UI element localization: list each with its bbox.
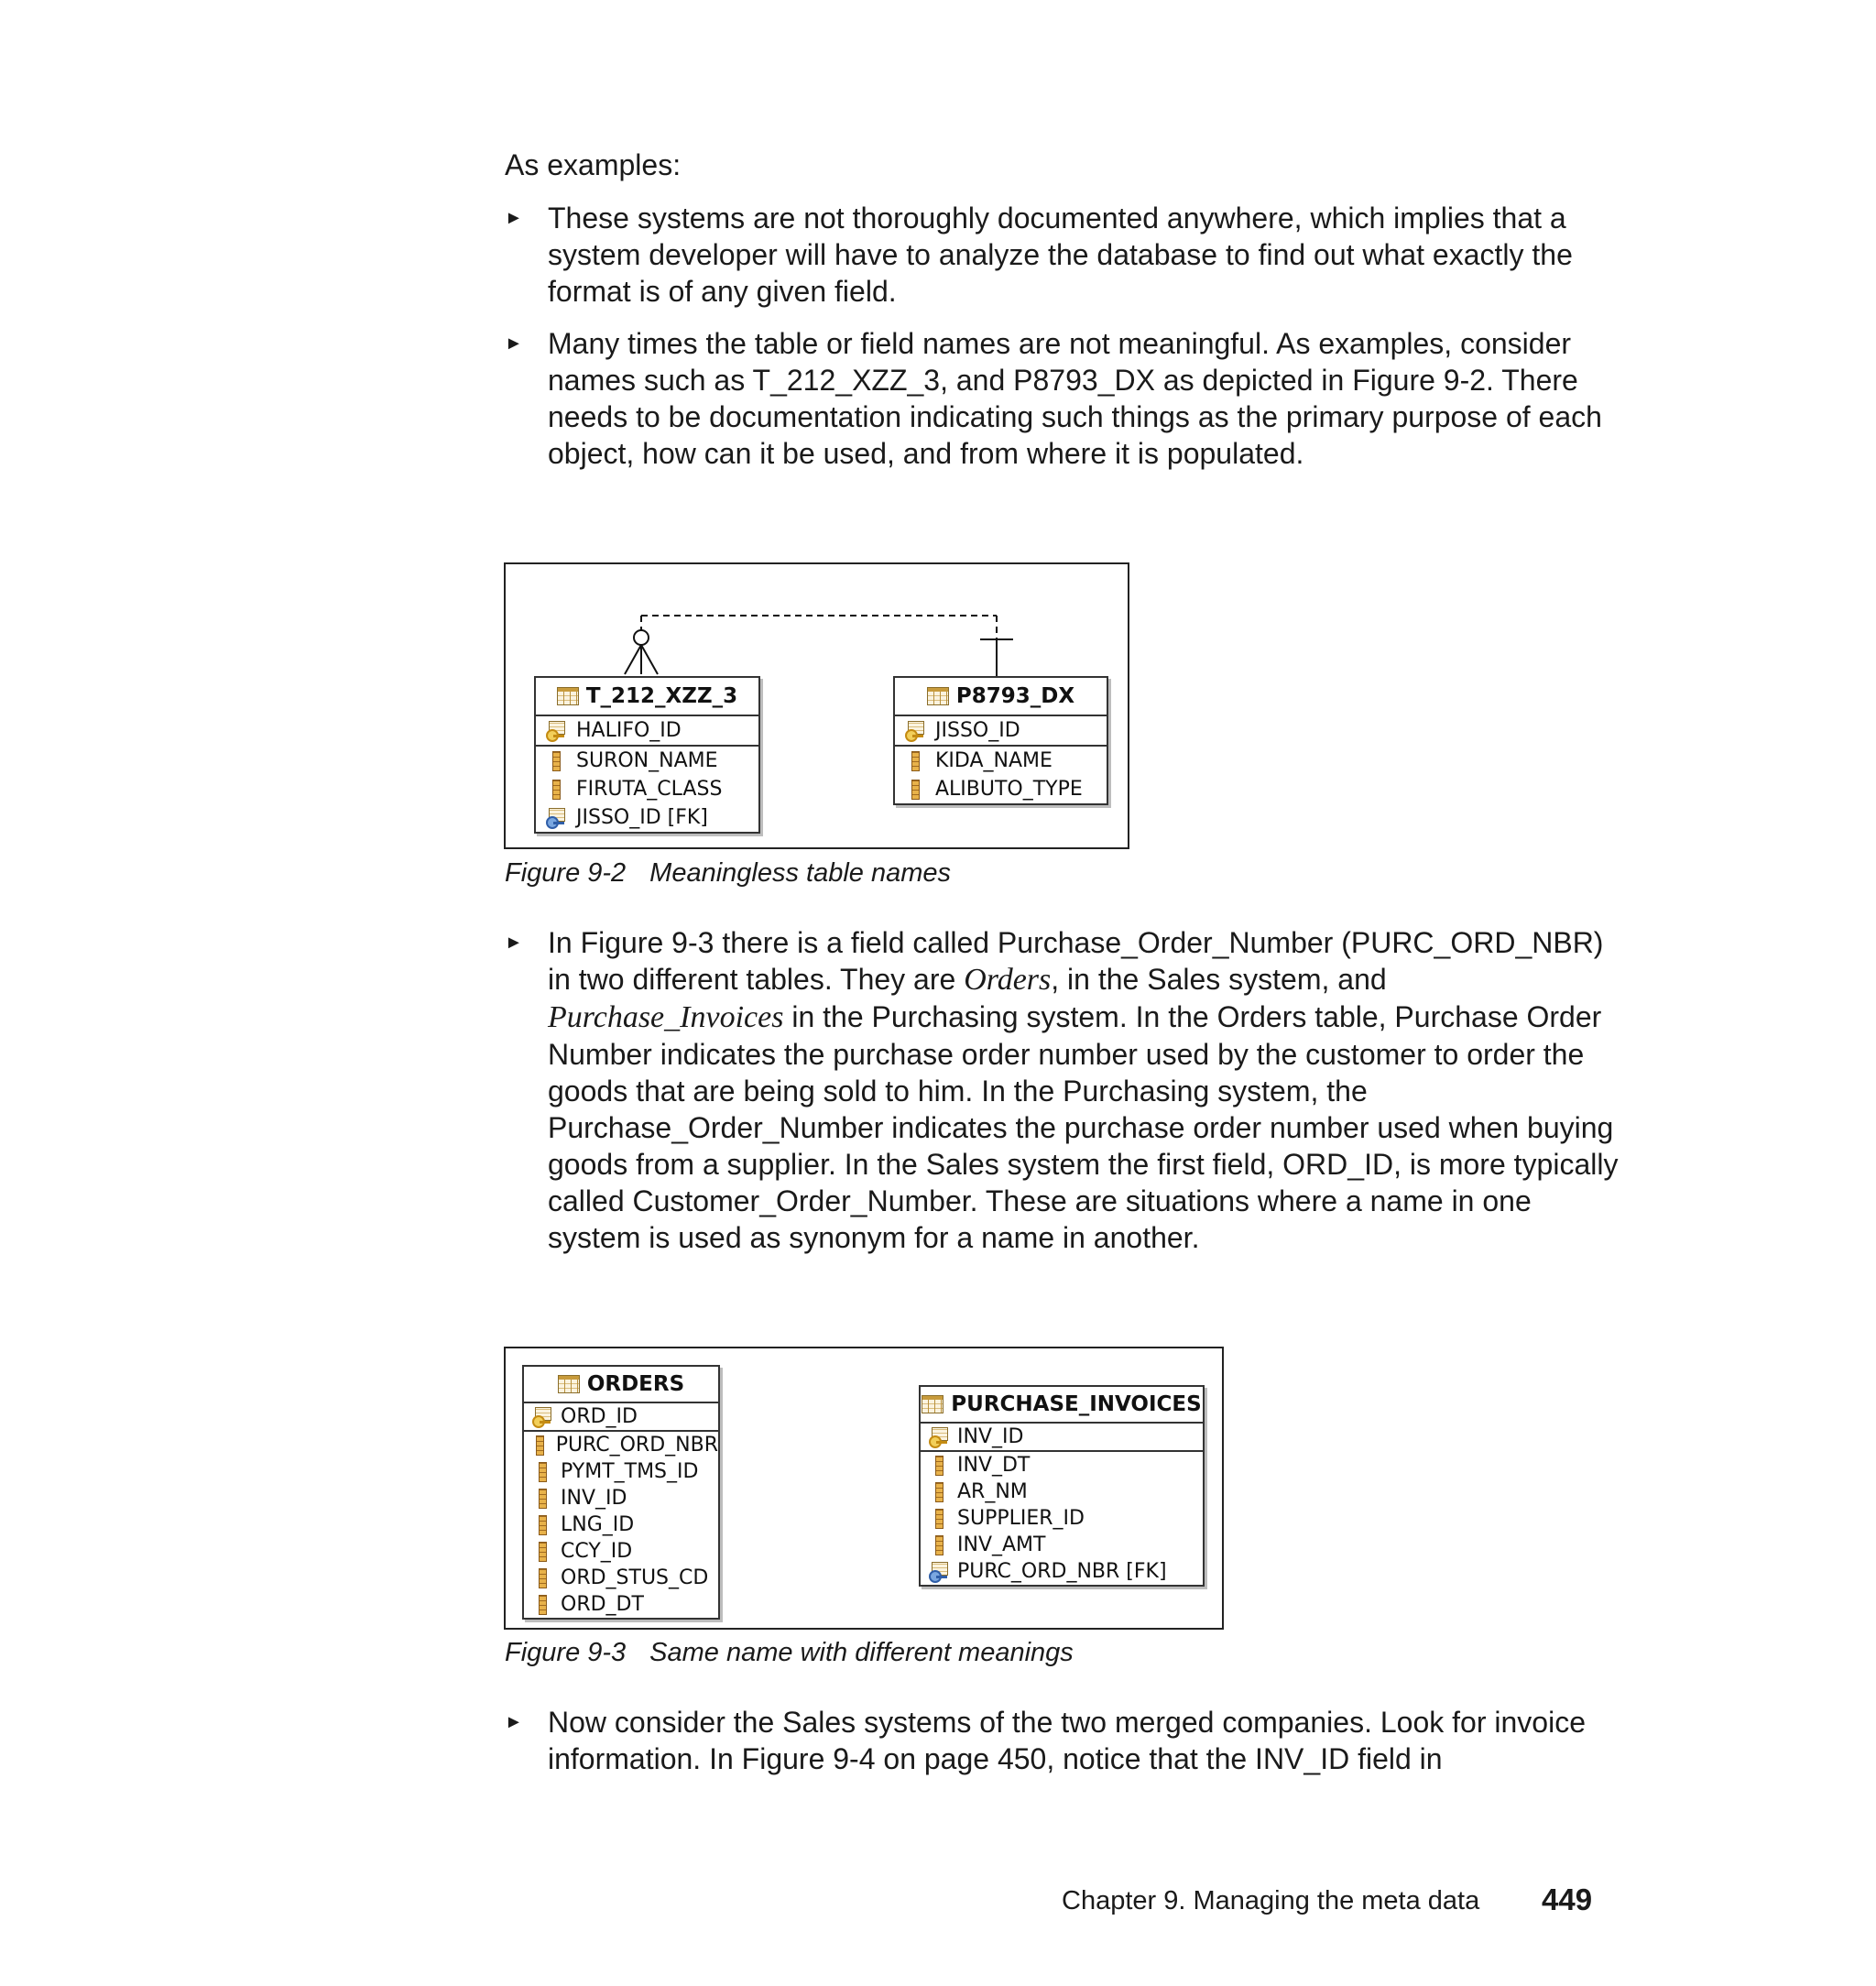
column-icon (552, 780, 561, 800)
fk-row: JISSO_ID [FK] (536, 803, 758, 832)
column-icon (539, 1595, 547, 1615)
column-row: AR_NM (921, 1479, 1203, 1505)
triangle-bullet-icon: ► (505, 933, 523, 953)
column-row: INV_DT (921, 1452, 1203, 1479)
column-row: ORD_DT (524, 1591, 718, 1618)
primary-key-icon (532, 1407, 552, 1427)
column-icon (539, 1515, 547, 1535)
figure-9-3-caption: Figure 9-3 Same name with different meanings (505, 1638, 1074, 1667)
figure-9-2-caption: Figure 9-2 Meaningless table names (505, 858, 952, 888)
column-icon (539, 1568, 547, 1588)
table-name: T_212_XZZ_3 (585, 684, 738, 708)
triangle-bullet-icon: ► (505, 333, 523, 354)
fk-row: PURC_ORD_NBR [FK] (921, 1558, 1203, 1585)
table-icon (927, 687, 949, 705)
intro-text: As examples: (505, 148, 682, 181)
foreign-key-icon (929, 1562, 949, 1582)
primary-key-icon (546, 721, 566, 741)
column-icon (935, 1509, 943, 1529)
column-row: FIRUTA_CLASS (536, 775, 758, 803)
figure-9-3-box (504, 1347, 1224, 1630)
column-row: CCY_ID (524, 1538, 718, 1565)
column-icon (539, 1462, 547, 1482)
table-icon (922, 1395, 943, 1413)
column-icon (911, 751, 920, 771)
table-p8793-dx (893, 676, 1108, 805)
column-row: LNG_ID (524, 1511, 718, 1538)
column-icon (935, 1456, 943, 1476)
column-row: PURC_ORD_NBR (524, 1432, 718, 1458)
figure-9-2-box (504, 562, 1129, 849)
table-purchase-invoices (919, 1385, 1205, 1587)
column-row: ALIBUTO_TYPE (895, 775, 1107, 803)
column-icon (539, 1542, 547, 1562)
column-row: SURON_NAME (536, 747, 758, 775)
column-icon (536, 1435, 544, 1456)
column-icon (935, 1482, 943, 1502)
pk-row: JISSO_ID (895, 716, 1107, 747)
bullet-text: In Figure 9-3 there is a field called Purchase_Order_Number (PURC_ORD_NBR) in two different tables. They are Orders, in the Sales system, and Purchase_Invoices in the Purchasing system. In the Orders table, Purchase Order Number indicates the purchase order number used by the customer to order the goods that are being sold to him. In the Purchasing system, the Purchase_Order_Number indicates the purchase order number used when buying goods from a supplier. In the Sales system the first field, ORD_ID, is more typically called Customer_Order_Number. These are situations where a name in one system is used as synonym for a name in another. (548, 926, 1619, 1254)
bullet-text: These systems are not thoroughly documented anywhere, which implies that a system developer will have to analyze the database to find out what exactly the format is of any given field. (548, 202, 1573, 308)
bullet-text: Many times the table or field names are not meaningful. As examples, consider names such as T_212_XZZ_3, and P8793_DX as depicted in Figure 9-2. There needs to be documentation indicating such things as the primary purpose of each object, how can it be used, and from where it is populated. (548, 327, 1602, 470)
page-number: 449 (1542, 1882, 1593, 1916)
column-row: SUPPLIER_ID (921, 1505, 1203, 1532)
column-icon (935, 1535, 943, 1555)
table-name: ORDERS (586, 1372, 685, 1396)
pk-row: ORD_ID (524, 1403, 718, 1432)
column-icon (552, 751, 561, 771)
column-row: INV_ID (524, 1485, 718, 1511)
column-row: KIDA_NAME (895, 747, 1107, 775)
column-row: ORD_STUS_CD (524, 1565, 718, 1591)
bullet-text: Now consider the Sales systems of the two merged companies. Look for invoice information. In Figure 9-4 on page 450, notice that the INV_ID field in (548, 1706, 1586, 1775)
table-name: P8793_DX (955, 684, 1075, 708)
column-row: PYMT_TMS_ID (524, 1458, 718, 1485)
triangle-bullet-icon: ► (505, 1712, 523, 1732)
triangle-bullet-icon: ► (505, 208, 523, 228)
table-icon (558, 1375, 580, 1393)
pk-row: INV_ID (921, 1424, 1203, 1452)
table-icon (557, 687, 579, 705)
relationship-connector (506, 564, 1128, 683)
table-name: PURCHASE_INVOICES (951, 1392, 1202, 1416)
pk-row: HALIFO_ID (536, 716, 758, 747)
table-t-212-xzz-3 (534, 676, 760, 834)
column-icon (539, 1489, 547, 1509)
foreign-key-icon (546, 808, 566, 828)
table-orders (522, 1365, 720, 1620)
footer-chapter-title: Chapter 9. Managing the meta data (1062, 1886, 1480, 1915)
column-row: INV_AMT (921, 1532, 1203, 1558)
primary-key-icon (929, 1427, 949, 1447)
column-icon (911, 780, 920, 800)
primary-key-icon (905, 721, 925, 741)
